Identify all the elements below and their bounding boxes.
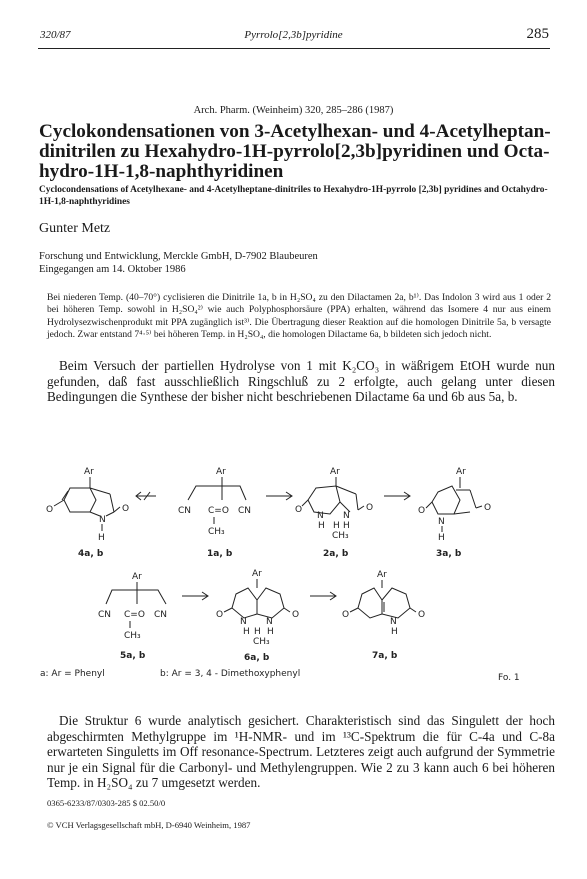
journal-citation: Arch. Pharm. (Weinheim) 320, 285–286 (1987) bbox=[193, 105, 394, 116]
atom-o: O bbox=[342, 610, 350, 620]
affiliation-institution: Forschung und Entwicklung, Merckle GmbH, D-7902 Blaubeuren bbox=[39, 251, 318, 262]
atom-o: O bbox=[46, 505, 54, 515]
atom-h: H bbox=[343, 521, 350, 531]
atom-ch3: CH₃ bbox=[124, 631, 141, 641]
reaction-scheme bbox=[40, 462, 555, 687]
atom-n: N bbox=[390, 617, 397, 627]
article-subtitle: Cyclocondensations of Acetylhexane- and 4-Acetylheptane-dinitriles to Hexahydro-1H-pyrrolo [2,3b] pyridines and Octahydro-1H-1,8-naphthyridines bbox=[39, 185, 548, 207]
forward-arrow bbox=[266, 492, 292, 500]
compound-label: 3a, b bbox=[436, 549, 462, 559]
atom-ar: Ar bbox=[456, 467, 466, 477]
atom-ch3: CH₃ bbox=[208, 527, 225, 537]
compound-label: 7a, b bbox=[372, 651, 398, 661]
atom-cn: CN bbox=[154, 610, 168, 620]
atom-ar: Ar bbox=[216, 467, 226, 477]
atom-o: O bbox=[216, 610, 224, 620]
atom-o: O bbox=[418, 610, 426, 620]
atom-o: O bbox=[484, 503, 492, 513]
structure-2 bbox=[295, 467, 373, 541]
atom-cn: CN bbox=[178, 506, 192, 516]
atom-o: O bbox=[292, 610, 300, 620]
legend-b: b: Ar = 3, 4 - Dimethoxyphenyl bbox=[160, 669, 301, 679]
copyright: © VCH Verlagsgesellschaft mbH, D-6940 Weinheim, 1987 bbox=[47, 820, 251, 830]
running-head-title: Pyrrolo[2,3b]pyridine bbox=[244, 29, 343, 41]
atom-carbonyl: C=O bbox=[208, 506, 229, 516]
body-paragraph-1: Beim Versuch der partiellen Hydrolyse von 1 mit K₂CO₃ in wäßrigem EtOH wurde nun gefunden, daß fast ausschließlich Ringschluß zu 2 erfolgte, auch gelang unter diesen Bedingungen die Synthese der bisher nicht beschriebenen Dilactame 6a und 6b aus 5a, b. bbox=[47, 358, 555, 404]
atom-n: N bbox=[266, 617, 273, 627]
compound-label: 4a, b bbox=[78, 549, 104, 559]
header-rule bbox=[38, 48, 550, 49]
structure-6 bbox=[216, 569, 299, 647]
atom-h: H bbox=[438, 533, 445, 543]
atom-n: N bbox=[438, 517, 445, 527]
legend-a: a: Ar = Phenyl bbox=[40, 669, 105, 679]
forward-arrow bbox=[182, 592, 208, 600]
atom-n: N bbox=[343, 511, 350, 521]
atom-ar: Ar bbox=[252, 569, 262, 579]
compound-label: 1a, b bbox=[207, 549, 233, 559]
structure-3 bbox=[418, 467, 491, 543]
abstract: Bei niederen Temp. (40–70°) cyclisieren die Dinitrile 1a, b in H₂SO₄ zu den Dilactamen 2a, b¹⁾. Das Indolon 3 wird aus 1 oder 2 bei höheren Temp. sowohl in H₂SO₄²⁾ wie auch Polyphosphorsäure (PPA) erhalten, während das Isomere 4 nur aus einem Hydrolysezwischenprodukt mit PPA zugänglich ist³⁾. Die Übertragung dieser Reaktion auf die homologen Dinitrile 5a, b versagte jedoch. Zwar entstand 7⁴·⁵⁾ bei höheren Temp. in H₂SO₄, die homologen Dilactame 6a, b bildeten sich jedoch nicht. bbox=[47, 292, 551, 341]
atom-o: O bbox=[295, 505, 303, 515]
atom-o: O bbox=[418, 506, 426, 516]
atom-h: H bbox=[243, 627, 250, 637]
structure-7 bbox=[342, 570, 425, 637]
atom-o: O bbox=[122, 504, 130, 514]
atom-h: H bbox=[318, 521, 325, 531]
atom-ar: Ar bbox=[377, 570, 387, 580]
page-number: 285 bbox=[526, 26, 549, 42]
body-paragraph-2: Die Struktur 6 wurde analytisch gesichert. Charakteristisch sind das Singulett der hoch abgeschirmten Methylgruppe im ¹H-NMR- und im ¹³C-Spektrum die für C-4a und C-8a erwarteten Singuletts im Off resonance-Spectrum. Letzteres zeigt auch aufgrund der Symmetrie nur je ein Signal für die Carbonyl- und Methylengruppen. Wie 2 zu 3 kann auch 6 bei höheren Temp. in H₂SO₄ zu 7 umgesetzt werden. bbox=[47, 713, 555, 790]
atom-h: H bbox=[254, 627, 261, 637]
atom-n: N bbox=[317, 511, 324, 521]
affiliation bbox=[39, 250, 554, 276]
structure-5 bbox=[98, 572, 167, 641]
structure-1 bbox=[178, 467, 251, 537]
structure-4 bbox=[46, 467, 129, 543]
atom-carbonyl: C=O bbox=[124, 610, 145, 620]
atom-h: H bbox=[98, 533, 105, 543]
atom-o: O bbox=[366, 503, 374, 513]
forward-arrow bbox=[310, 592, 336, 600]
atom-n: N bbox=[99, 515, 106, 525]
atom-cn: CN bbox=[98, 610, 112, 620]
received-date: Eingegangen am 14. Oktober 1986 bbox=[39, 264, 186, 275]
reverse-arrow bbox=[136, 492, 156, 500]
atom-ch3: CH₃ bbox=[253, 637, 270, 647]
forward-arrow bbox=[384, 492, 410, 500]
atom-h: H bbox=[333, 521, 340, 531]
running-head-left: 320/87 bbox=[40, 29, 71, 41]
atom-ar: Ar bbox=[132, 572, 142, 582]
atom-h: H bbox=[391, 627, 398, 637]
atom-ar: Ar bbox=[84, 467, 94, 477]
atom-n: N bbox=[240, 617, 247, 627]
figure-label: Fo. 1 bbox=[498, 673, 520, 683]
compound-label: 2a, b bbox=[323, 549, 349, 559]
author: Gunter Metz bbox=[39, 221, 111, 236]
atom-ar: Ar bbox=[330, 467, 340, 477]
atom-ch3: CH₃ bbox=[332, 531, 349, 541]
atom-cn: CN bbox=[238, 506, 252, 516]
compound-label: 5a, b bbox=[120, 651, 146, 661]
atom-h: H bbox=[267, 627, 274, 637]
doc-code: 0365-6233/87/0303-285 $ 02.50/0 bbox=[47, 798, 166, 808]
compound-label: 6a, b bbox=[244, 653, 270, 663]
article-title: Cyclokondensationen von 3-Acetylhexan- und 4-Acetylheptan-dinitrilen zu Hexahydro-1H-pyrrolo[2,3b]pyridinen und Octa-hydro-1H-1,8-naphthyridinen bbox=[39, 121, 551, 182]
